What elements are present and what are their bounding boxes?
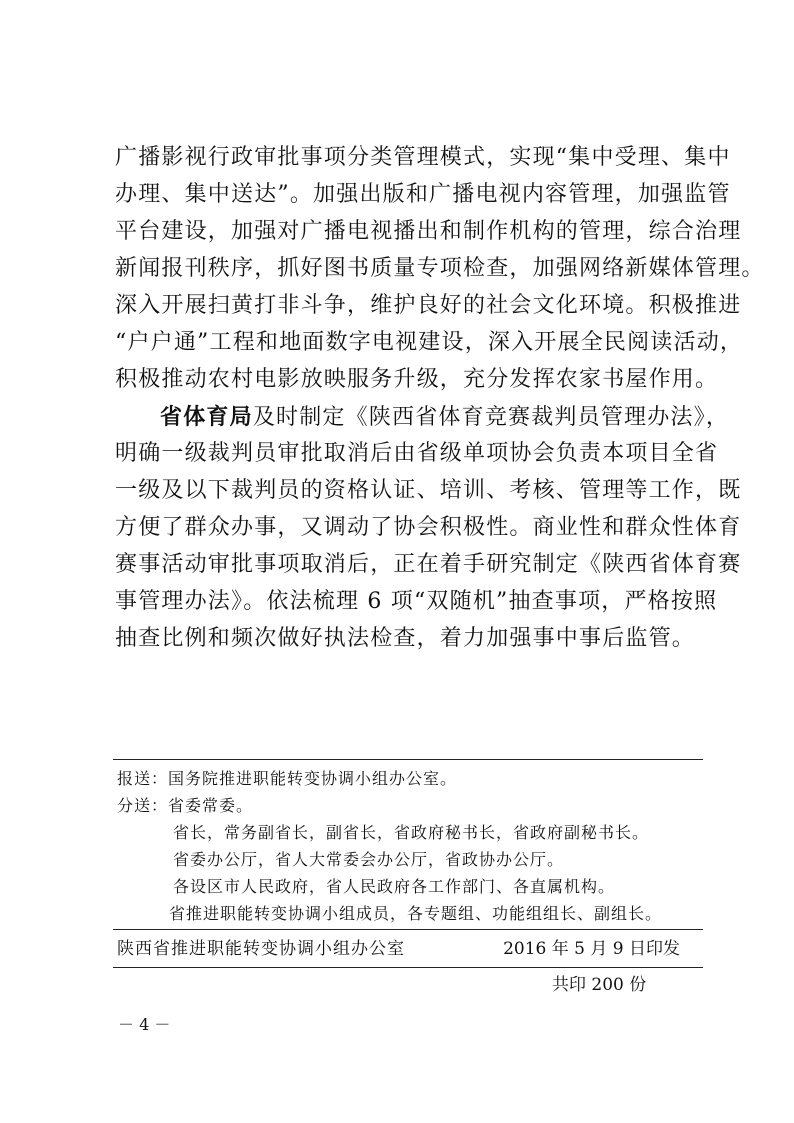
issuer-name: 陕西省推进职能转变协调小组办公室 — [117, 939, 405, 959]
body-line: 深入开展扫黄打非斗争，维护良好的社会文化环境。积极推进 — [115, 293, 742, 318]
body-line: 一级及以下裁判员的资格认证、培训、考核、管理等工作，既 — [115, 478, 742, 503]
page-number: － 4 － — [118, 1015, 171, 1034]
department-name: 省体育局 — [160, 404, 253, 430]
body-line: 方便了群众办事，又调动了协会积极性。商业性和群众性体育 — [115, 515, 742, 540]
body-line: 办理、集中送达”。加强出版和广播电视内容管理，加强监管 — [115, 182, 731, 207]
report-label: 报送： — [117, 769, 169, 788]
distribution-top-rule — [113, 759, 703, 760]
send-recipients-line: 省委办公厅，省人大常委会办公厅，省政协办公厅。 — [173, 850, 565, 869]
body-line: “户户通”工程和地面数字电视建设，深入开展全民阅读活动， — [115, 330, 744, 355]
send-recipients: 省委常委。 — [168, 796, 254, 815]
body-text: 及时制定《陕西省体育竞赛裁判员管理办法》， — [252, 405, 730, 430]
copies-count: 共印 200 份 — [552, 975, 647, 995]
body-line-first — [160, 406, 729, 429]
send-recipients-line: 省长，常务副省长，副省长，省政府秘书长，省政府副秘书长。 — [173, 823, 650, 842]
body-line: 抽查比例和频次做好执法检查，着力加强事中事后监管。 — [115, 626, 696, 651]
send-line — [117, 798, 253, 814]
body-line: 事管理办法》。依法梳理 6 项“双随机”抽查事项，严格按照 — [115, 589, 718, 614]
body-line: 平台建设，加强对广播电视播出和制作机构的管理，综合治理 — [115, 219, 742, 244]
body-line: 广播影视行政审批事项分类管理模式，实现“集中受理、集中 — [115, 145, 731, 170]
send-recipients-line: 各设区市人民政府，省人民政府各工作部门、各直属机构。 — [173, 877, 616, 896]
report-line — [117, 771, 457, 787]
body-line: 赛事活动审批事项取消后，正在着手研究制定《陕西省体育赛 — [115, 552, 742, 577]
send-label: 分送： — [117, 796, 169, 815]
body-line: 明确一级裁判员审批取消后由省级单项协会负责本项目全省 — [115, 441, 719, 466]
body-line: 新闻报刊秩序，抓好图书质量专项检查，加强网络新媒体管理。 — [115, 256, 765, 281]
send-recipients-line: 省推进职能转变协调小组成员，各专题组、功能组组长、副组长。 — [169, 904, 663, 923]
issue-date: 2016 年 5 月 9 日印发 — [503, 939, 680, 959]
report-recipients: 国务院推进职能转变协调小组办公室。 — [168, 769, 458, 788]
issuer-top-rule — [113, 929, 703, 930]
issuer-bottom-rule — [113, 967, 703, 968]
body-line: 积极推动农村电影放映服务升级，充分发挥农家书屋作用。 — [115, 367, 719, 392]
